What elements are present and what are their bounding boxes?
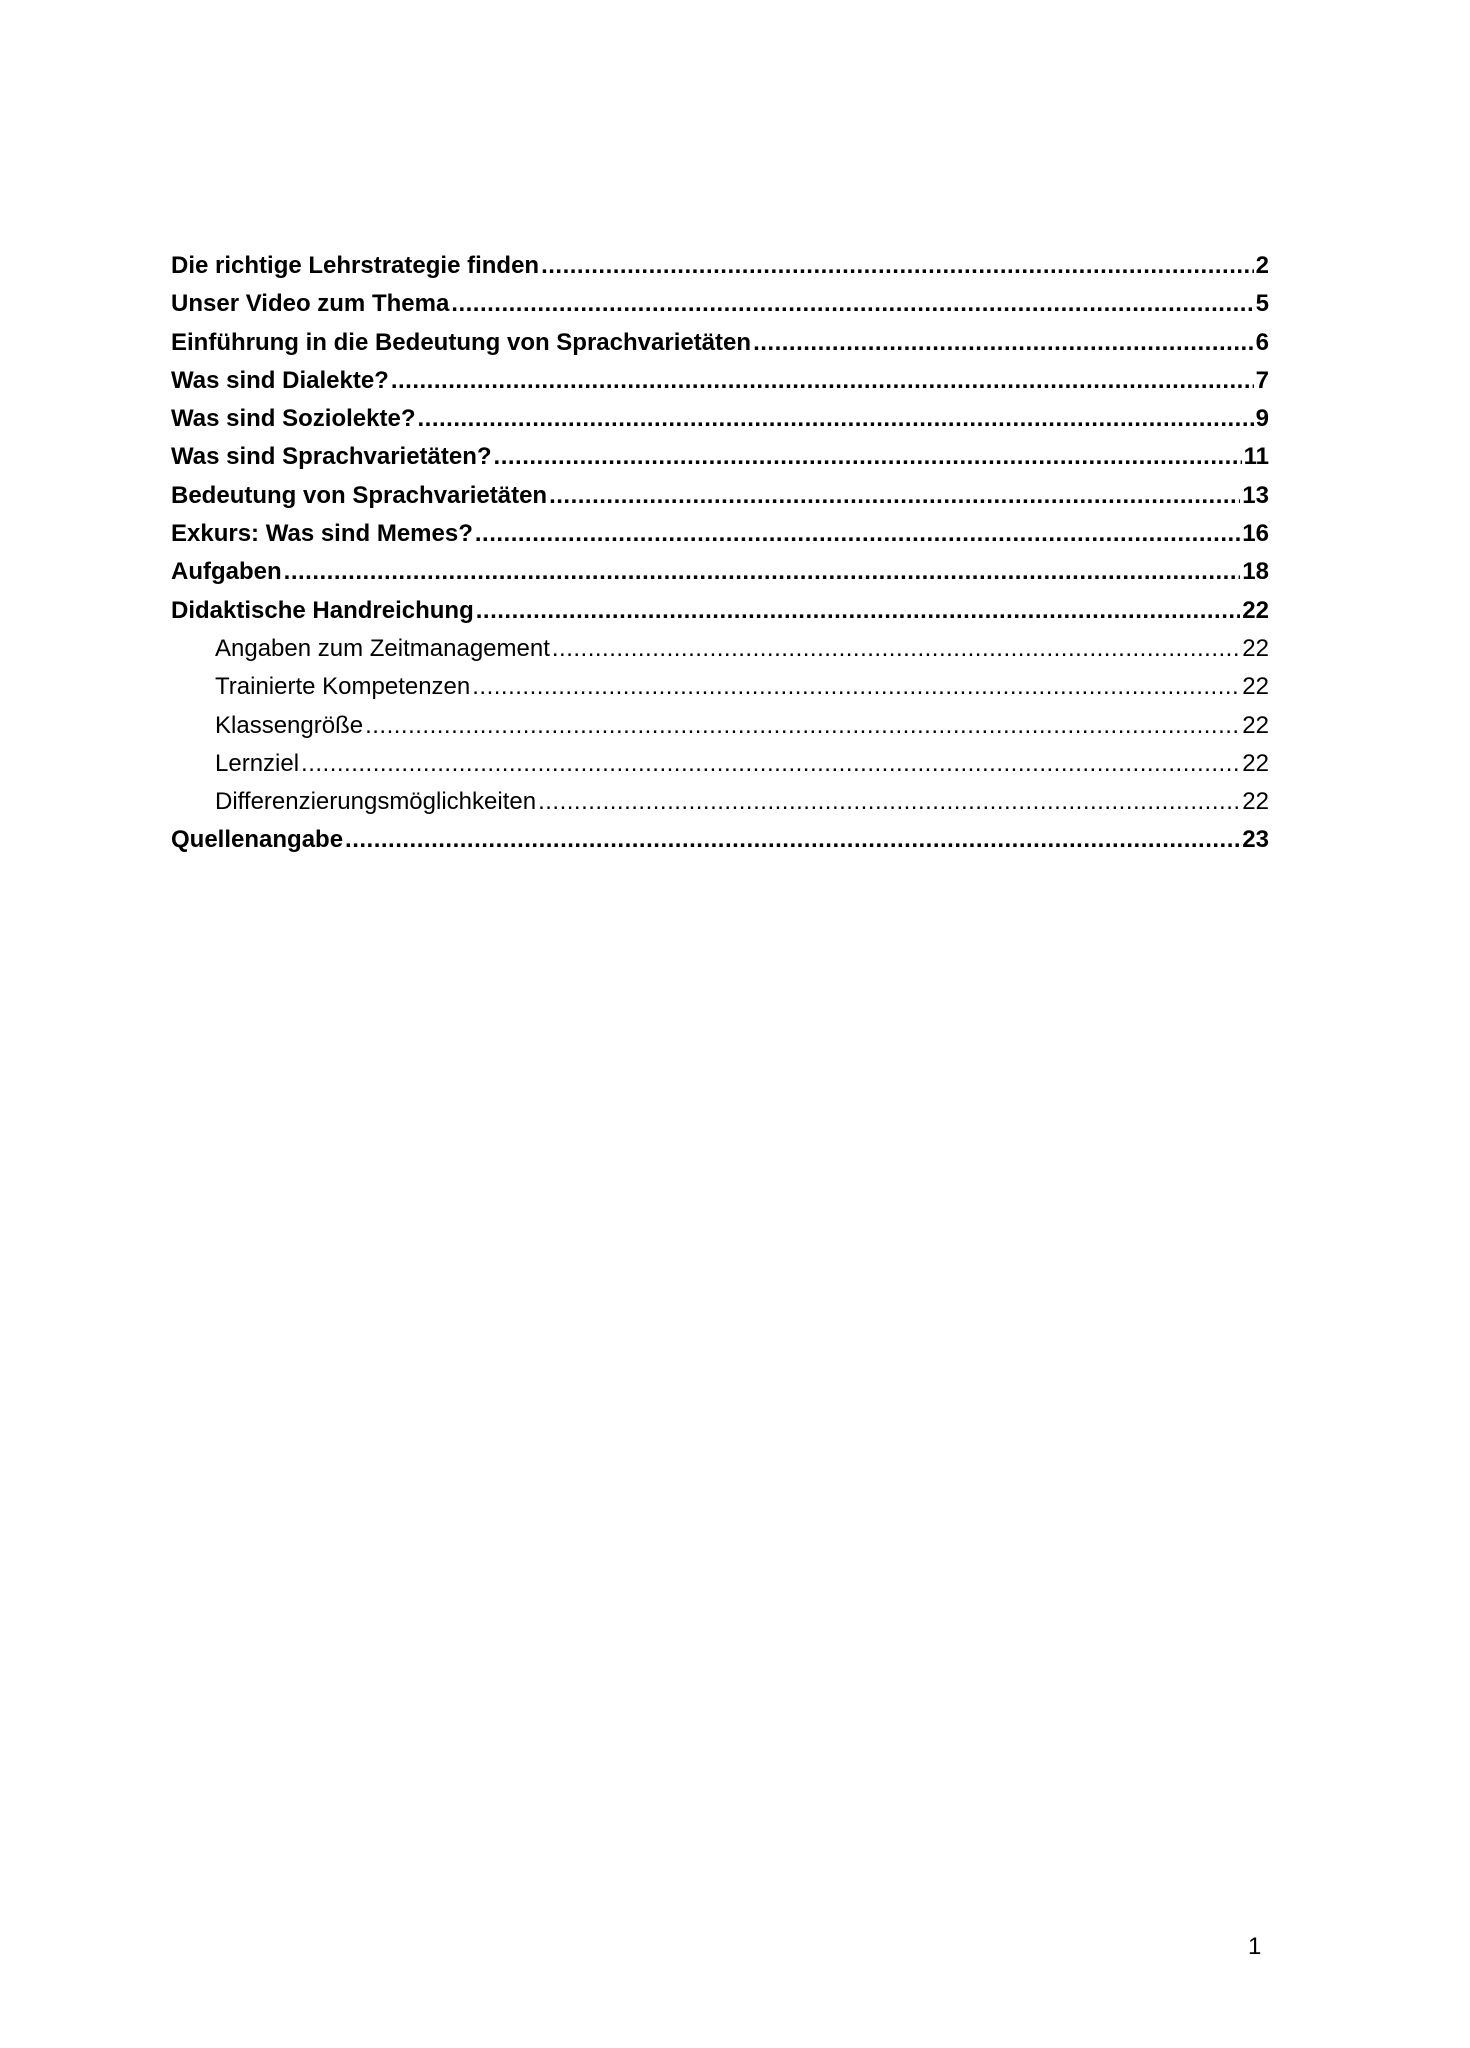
toc-entry-title: Unser Video zum Thema xyxy=(171,290,450,318)
toc-entry-page: 9 xyxy=(1255,405,1269,433)
toc-entry-title: Aufgaben xyxy=(171,558,282,586)
toc-entry-page: 18 xyxy=(1242,558,1269,586)
toc-entry-title: Was sind Dialekte? xyxy=(171,366,389,394)
toc-entry[interactable] xyxy=(171,821,1269,859)
toc-entry-page: 22 xyxy=(1242,711,1269,739)
toc-entry-title: Klassengröße xyxy=(215,711,364,739)
toc-entry-title: Die richtige Lehrstrategie finden xyxy=(171,252,540,279)
toc-entry-title: Trainierte Kompetenzen xyxy=(215,673,471,701)
toc-dot-leader xyxy=(284,553,1241,591)
toc-entry-title: Lernziel xyxy=(215,749,300,777)
toc-entry[interactable] xyxy=(171,324,1269,362)
toc-dot-leader xyxy=(476,592,1241,630)
toc-entry-title: Was sind Sprachvarietäten? xyxy=(171,443,492,471)
toc-entry-title: Didaktische Handreichung xyxy=(171,596,474,624)
toc-dot-leader xyxy=(345,821,1240,859)
toc-entry-title: Exkurs: Was sind Memes? xyxy=(171,520,473,548)
toc-entry-page: 22 xyxy=(1242,596,1269,624)
toc-dot-leader xyxy=(472,668,1240,706)
toc-entry-page: 2 xyxy=(1255,252,1269,279)
toc-entry[interactable] xyxy=(171,438,1269,476)
toc-dot-leader xyxy=(451,285,1253,323)
toc-entry-page: 22 xyxy=(1242,673,1269,701)
toc-entry-page: 5 xyxy=(1255,290,1269,318)
toc-entry-title: Angaben zum Zeitmanagement xyxy=(215,634,550,662)
toc-entry-page: 22 xyxy=(1242,749,1269,777)
toc-dot-leader xyxy=(494,438,1242,476)
toc-entry[interactable] xyxy=(171,515,1269,553)
toc-dot-leader xyxy=(475,515,1240,553)
toc-entry-page: 7 xyxy=(1255,366,1269,394)
toc-subentry[interactable] xyxy=(171,668,1269,706)
toc-dot-leader xyxy=(549,477,1240,515)
toc-entry[interactable] xyxy=(171,553,1269,591)
toc-entry-page: 22 xyxy=(1242,634,1269,662)
toc-subentry[interactable] xyxy=(171,707,1269,745)
table-of-contents xyxy=(171,247,1269,860)
toc-entry-title: Quellenangabe xyxy=(171,826,344,854)
toc-entry-title: Differenzierungsmöglichkeiten xyxy=(215,788,537,816)
toc-entry[interactable] xyxy=(171,477,1269,515)
toc-entry-title: Was sind Soziolekte? xyxy=(171,405,416,433)
toc-subentry[interactable] xyxy=(171,745,1269,783)
toc-dot-leader xyxy=(541,247,1254,285)
toc-entry[interactable] xyxy=(171,362,1269,400)
toc-dot-leader xyxy=(418,400,1254,438)
toc-dot-leader xyxy=(538,783,1240,821)
toc-dot-leader xyxy=(753,324,1254,362)
toc-entry[interactable] xyxy=(171,592,1269,630)
toc-entry-page: 6 xyxy=(1255,328,1269,356)
page-number: 1 xyxy=(1248,1933,1262,1960)
toc-entry[interactable] xyxy=(171,400,1269,438)
toc-entry[interactable] xyxy=(171,247,1269,285)
toc-entry-page: 23 xyxy=(1242,826,1269,854)
toc-dot-leader xyxy=(391,362,1254,400)
toc-entry[interactable] xyxy=(171,285,1269,323)
toc-entry-title: Einführung in die Bedeutung von Sprachvarietäten xyxy=(171,328,752,356)
toc-dot-leader xyxy=(301,745,1240,783)
toc-entry-page: 13 xyxy=(1242,481,1269,509)
toc-dot-leader xyxy=(552,630,1240,668)
toc-dot-leader xyxy=(365,707,1240,745)
toc-entry-page: 11 xyxy=(1243,443,1269,471)
toc-subentry[interactable] xyxy=(171,630,1269,668)
toc-entry-title: Bedeutung von Sprachvarietäten xyxy=(171,481,548,509)
toc-entry-page: 22 xyxy=(1242,788,1269,816)
toc-subentry[interactable] xyxy=(171,783,1269,821)
toc-entry-page: 16 xyxy=(1242,520,1269,548)
